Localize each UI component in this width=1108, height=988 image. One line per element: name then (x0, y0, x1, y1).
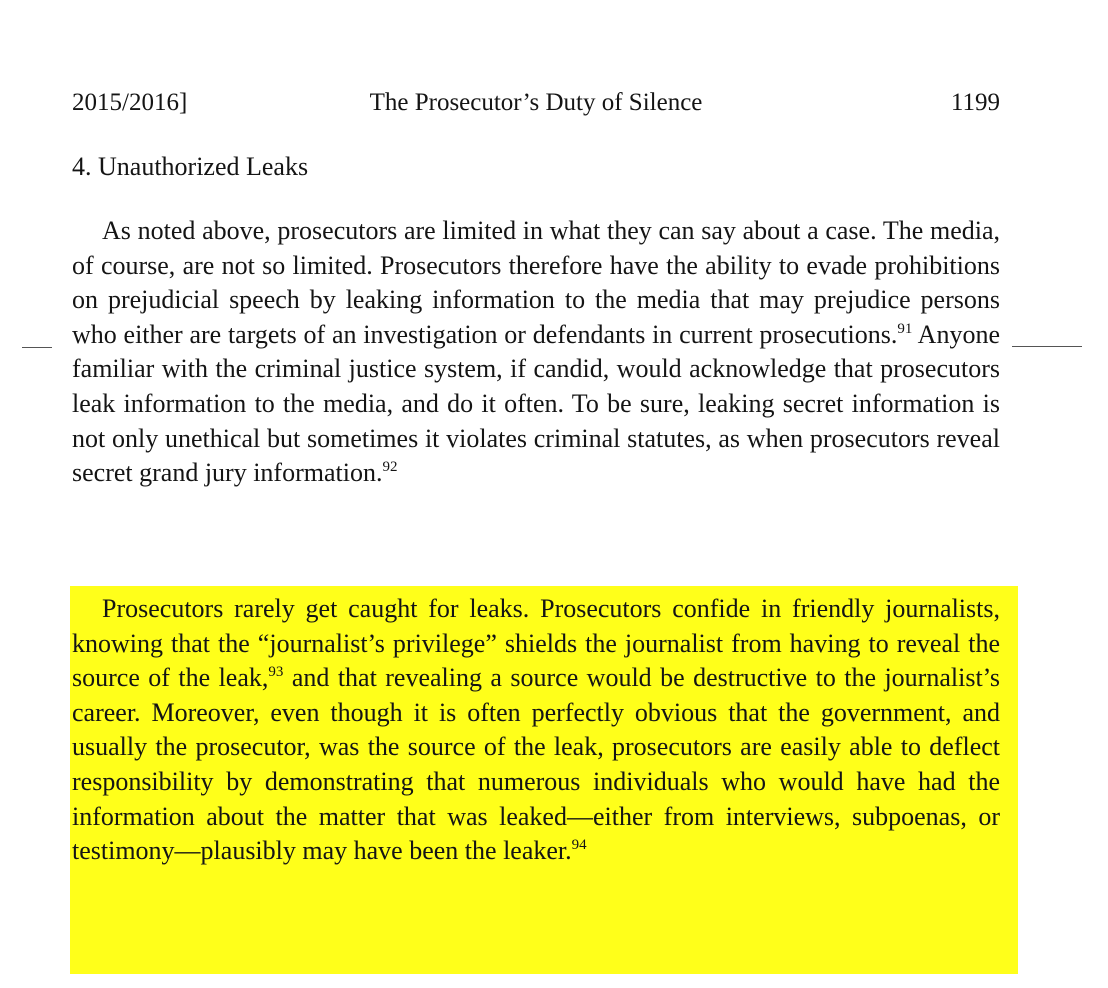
footnote-ref-91: 91 (897, 320, 913, 337)
paragraph-1-text-a: As noted above, prosecutors are limited in what they can say about a case. The media, of course, are not so limited. Prosecutors therefore have the ability to evade prohibitions on prejudicial speech by leaking information to the media that may prejudice persons who either are targets of an investigation or defendants in current prosecutions. (72, 216, 1000, 349)
footnote-ref-93: 93 (268, 664, 284, 681)
running-head (72, 86, 1000, 120)
page-number: 1199 (950, 89, 1000, 116)
footnote-ref-92: 92 (382, 459, 398, 476)
paragraph-1-text-b: Anyone familiar with the criminal justice system, if candid, would acknowledge that prosecutors leak information to the media, and do it often. To be sure, leaking secret information is not only unethical but sometimes it violates criminal statutes, as when prosecutors reveal secret grand jury information. (72, 319, 1000, 488)
paragraph-2-text-a: Prosecutors rarely get caught for leaks. Prosecutors confide in friendly journalists, knowing that the “journalist’s privilege” shields the journalist from having to reveal the source of the leak, (72, 594, 1000, 693)
scan-artifact-right (1012, 346, 1082, 347)
paragraph-2-text-b: and that revealing a source would be destructive to the journalist’s career. Moreover, even though it is often perfectly obvious that the government, and usually the prosecutor, was the source of the leak, prosecutors are easily able to deflect responsibility by demonstrating that numerous individuals who would have had the information about the matter that was leaked—either from interviews, subpoenas, or testimony—plausibly may have been the leaker. (72, 663, 1001, 866)
article-title: The Prosecutor’s Duty of Silence (369, 89, 703, 116)
scan-artifact-left (22, 347, 52, 348)
paragraph-1 (72, 214, 1000, 491)
paragraph-2 (72, 592, 1000, 869)
volume-year: 2015/2016] (72, 89, 188, 116)
section-heading: 4. Unauthorized Leaks (72, 152, 309, 181)
footnote-ref-94: 94 (571, 837, 587, 854)
